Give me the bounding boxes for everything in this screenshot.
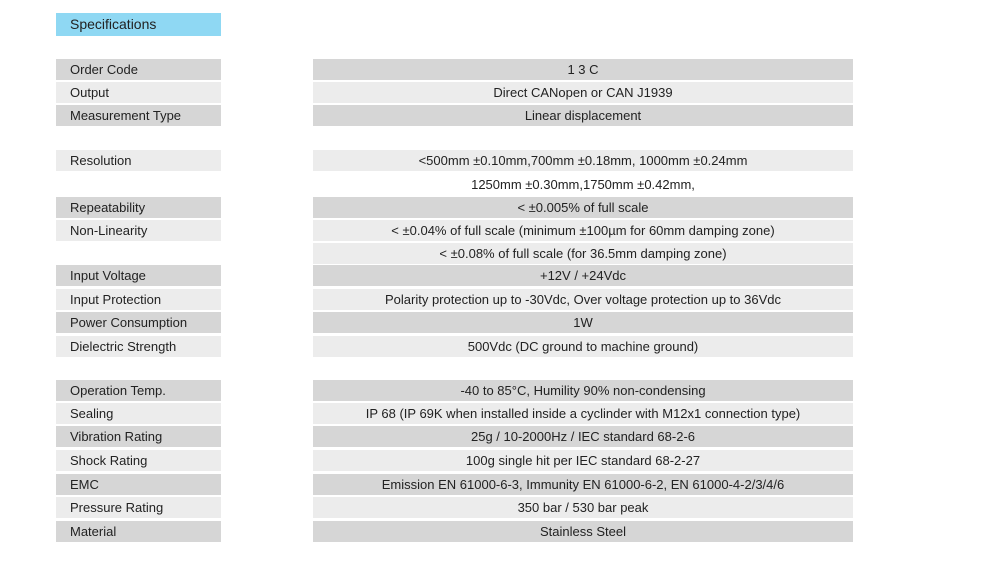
spec-label-operation-temp: Operation Temp. <box>56 380 221 401</box>
spec-label-vibration-rating: Vibration Rating <box>56 426 221 447</box>
spec-value-material: Stainless Steel <box>313 521 853 542</box>
spec-value-resolution-cont: 1250mm ±0.30mm,1750mm ±0.42mm, <box>471 177 695 192</box>
spec-value-input-voltage: +12V / +24Vdc <box>313 265 853 286</box>
section-title: Specifications <box>56 13 221 36</box>
spec-label-output: Output <box>56 82 221 103</box>
spec-label-sealing: Sealing <box>56 403 221 424</box>
spec-value-output: Direct CANopen or CAN J1939 <box>313 82 853 103</box>
spec-label-input-voltage: Input Voltage <box>56 265 221 286</box>
spec-label-order-code: Order Code <box>56 59 221 80</box>
spec-value-shock-rating: 100g single hit per IEC standard 68-2-27 <box>313 450 853 471</box>
spec-value-operation-temp: -40 to 85°C, Humility 90% non-condensing <box>313 380 853 401</box>
spec-label-dielectric-strength: Dielectric Strength <box>56 336 221 357</box>
spec-label-resolution: Resolution <box>56 150 221 171</box>
spec-value-measurement-type: Linear displacement <box>313 105 853 126</box>
spec-label-power-consumption: Power Consumption <box>56 312 221 333</box>
spec-value-order-code: 1 3 C <box>313 59 853 80</box>
spec-value-repeatability: < ±0.005% of full scale <box>313 197 853 218</box>
spec-value-power-consumption: 1W <box>313 312 853 333</box>
spec-label-non-linearity: Non-Linearity <box>56 220 221 241</box>
spec-value-resolution: <500mm ±0.10mm,700mm ±0.18mm, 1000mm ±0.24mm <box>313 150 853 171</box>
spec-value-pressure-rating: 350 bar / 530 bar peak <box>313 497 853 518</box>
spec-value-dielectric-strength: 500Vdc (DC ground to machine ground) <box>313 336 853 357</box>
spec-value-input-protection: Polarity protection up to -30Vdc, Over voltage protection up to 36Vdc <box>313 289 853 310</box>
spec-value-emc: Emission EN 61000-6-3, Immunity EN 61000-6-2, EN 61000-4-2/3/4/6 <box>313 474 853 495</box>
spec-label-material: Material <box>56 521 221 542</box>
spec-label-pressure-rating: Pressure Rating <box>56 497 221 518</box>
spec-label-repeatability: Repeatability <box>56 197 221 218</box>
spec-label-emc: EMC <box>56 474 221 495</box>
spec-value-vibration-rating: 25g / 10-2000Hz / IEC standard 68-2-6 <box>313 426 853 447</box>
spec-label-measurement-type: Measurement Type <box>56 105 221 126</box>
spec-value-non-linearity-cont: < ±0.08% of full scale (for 36.5mm damping zone) <box>313 243 853 264</box>
spec-value-non-linearity: < ±0.04% of full scale (minimum ±100µm for 60mm damping zone) <box>313 220 853 241</box>
spec-label-shock-rating: Shock Rating <box>56 450 221 471</box>
spec-value-sealing: IP 68 (IP 69K when installed inside a cyclinder with M12x1 connection type) <box>313 403 853 424</box>
spec-label-input-protection: Input Protection <box>56 289 221 310</box>
